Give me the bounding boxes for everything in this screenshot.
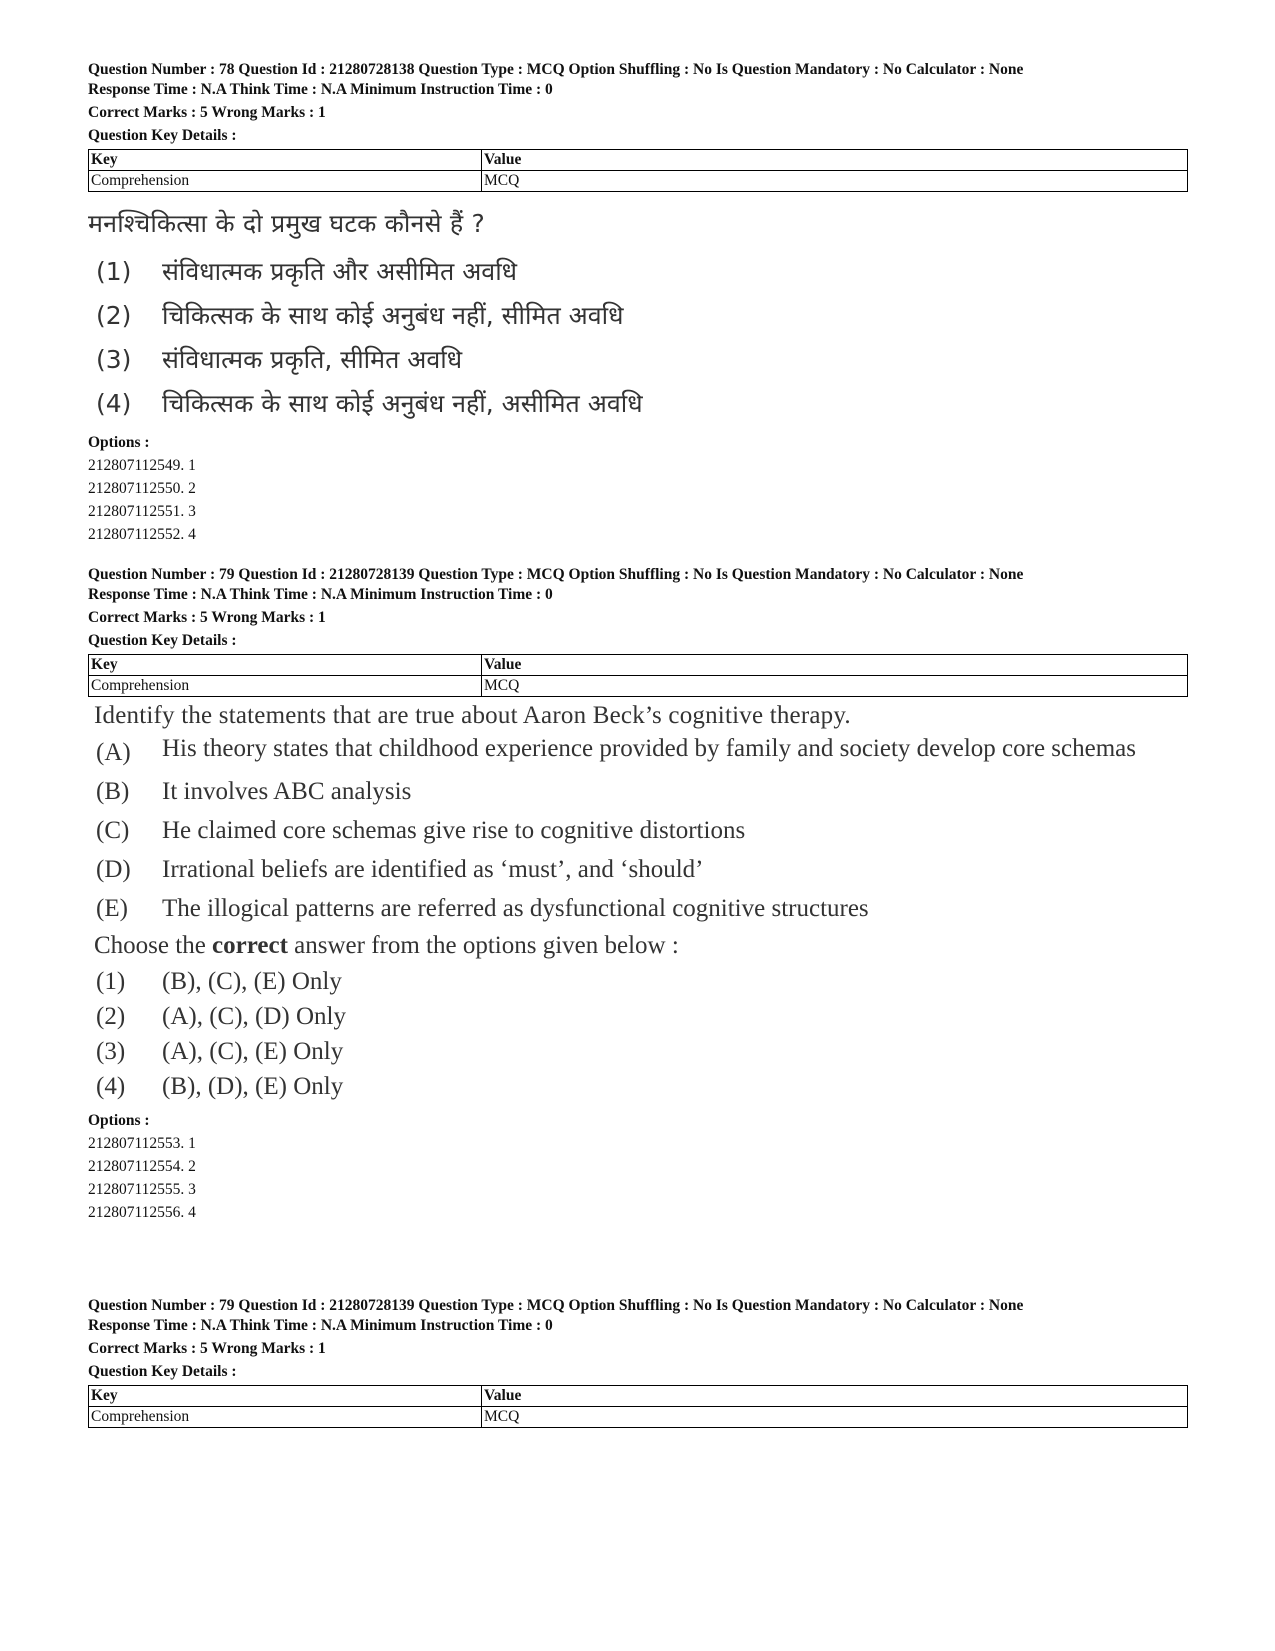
statement-item bbox=[94, 850, 1188, 889]
key-value-table bbox=[88, 149, 1188, 192]
choice-text: (B), (C), (E) Only bbox=[162, 968, 342, 995]
options-label: Options : bbox=[88, 1112, 150, 1129]
table-header-value: Value bbox=[482, 150, 1188, 171]
statement-letter: (D) bbox=[96, 856, 131, 883]
choice-text: संविधात्मक प्रकृति और असीमित अवधि bbox=[162, 257, 518, 286]
choice-number: (2) bbox=[96, 301, 132, 330]
option-id: 212807112550. 2 bbox=[88, 480, 196, 497]
choose-suffix: answer from the options given below : bbox=[287, 932, 679, 959]
table-cell-value: MCQ bbox=[482, 676, 1188, 697]
question-text: Identify the statements that are true about Aaron Beck’s cognitive therapy. bbox=[94, 702, 851, 729]
statement-item bbox=[94, 733, 1188, 772]
statement-text: The illogical patterns are referred as dysfunctional cognitive structures bbox=[162, 895, 869, 922]
response-time-line: Response Time : N.A Think Time : N.A Minimum Instruction Time : 0 bbox=[88, 81, 553, 98]
table-header-row bbox=[89, 655, 1188, 676]
statement-item bbox=[94, 889, 1188, 928]
question-block-79 bbox=[88, 565, 1188, 1224]
question-content bbox=[88, 699, 1188, 1104]
question-block-78 bbox=[88, 60, 1188, 546]
statement-text: His theory states that childhood experience provided by family and society develop core schemas bbox=[162, 735, 1136, 762]
choice-number: (4) bbox=[96, 389, 132, 418]
table-cell-key: Comprehension bbox=[89, 676, 482, 697]
marks-line: Correct Marks : 5 Wrong Marks : 1 bbox=[88, 104, 326, 121]
choice-number: (4) bbox=[96, 1073, 126, 1100]
statement-text: Irrational beliefs are identified as ‘must’, and ‘should’ bbox=[162, 856, 704, 883]
marks-line: Correct Marks : 5 Wrong Marks : 1 bbox=[88, 609, 326, 626]
question-meta-line: Question Number : 79 Question Id : 21280728139 Question Type : MCQ Option Shuffling : No Is Question Mandatory : No Calculator : None bbox=[88, 566, 1024, 583]
choose-prefix: Choose the bbox=[94, 932, 213, 959]
table-cell-value: MCQ bbox=[482, 171, 1188, 192]
option-id: 212807112552. 4 bbox=[88, 526, 196, 543]
key-details-label: Question Key Details : bbox=[88, 632, 237, 649]
answer-choice bbox=[88, 294, 1188, 338]
choice-text: चिकित्सक के साथ कोई अनुबंध नहीं, सीमित अवधि bbox=[162, 301, 624, 330]
answer-choice bbox=[88, 338, 1188, 382]
statement-text: It involves ABC analysis bbox=[162, 778, 412, 805]
answer-choice bbox=[88, 382, 1188, 426]
table-cell-value: MCQ bbox=[482, 1407, 1188, 1428]
statement-letter: (E) bbox=[96, 895, 128, 922]
question-meta-line: Question Number : 78 Question Id : 21280728138 Question Type : MCQ Option Shuffling : No Is Question Mandatory : No Calculator : None bbox=[88, 61, 1024, 78]
option-id: 212807112554. 2 bbox=[88, 1158, 196, 1175]
table-cell-key: Comprehension bbox=[89, 171, 482, 192]
choice-text: (B), (D), (E) Only bbox=[162, 1073, 344, 1100]
table-row bbox=[89, 1407, 1188, 1428]
option-id: 212807112556. 4 bbox=[88, 1204, 196, 1221]
key-details-label: Question Key Details : bbox=[88, 127, 237, 144]
choice-text: चिकित्सक के साथ कोई अनुबंध नहीं, असीमित अवधि bbox=[162, 389, 643, 418]
table-header-value: Value bbox=[482, 655, 1188, 676]
option-id: 212807112555. 3 bbox=[88, 1181, 196, 1198]
table-row bbox=[89, 676, 1188, 697]
statement-letter: (C) bbox=[96, 817, 130, 844]
answer-choice bbox=[94, 999, 1188, 1034]
choice-number: (3) bbox=[96, 1038, 126, 1065]
table-header-row bbox=[89, 150, 1188, 171]
question-meta-line: Question Number : 79 Question Id : 21280728139 Question Type : MCQ Option Shuffling : No Is Question Mandatory : No Calculator : None bbox=[88, 1297, 1024, 1314]
choose-instruction bbox=[94, 928, 1188, 964]
table-header-row bbox=[89, 1386, 1188, 1407]
choice-number: (2) bbox=[96, 1003, 126, 1030]
statement-item bbox=[94, 772, 1188, 811]
key-details-label: Question Key Details : bbox=[88, 1363, 237, 1380]
answer-choice bbox=[94, 1034, 1188, 1069]
choice-text: (A), (C), (D) Only bbox=[162, 1003, 346, 1030]
table-header-key: Key bbox=[89, 655, 482, 676]
statement-text: He claimed core schemas give rise to cognitive distortions bbox=[162, 817, 746, 844]
options-label: Options : bbox=[88, 434, 150, 451]
table-cell-key: Comprehension bbox=[89, 1407, 482, 1428]
response-time-line: Response Time : N.A Think Time : N.A Minimum Instruction Time : 0 bbox=[88, 586, 553, 603]
statement-item bbox=[94, 811, 1188, 850]
answer-choice bbox=[94, 964, 1188, 999]
response-time-line: Response Time : N.A Think Time : N.A Minimum Instruction Time : 0 bbox=[88, 1317, 553, 1334]
table-header-key: Key bbox=[89, 1386, 482, 1407]
choice-text: संविधात्मक प्रकृति, सीमित अवधि bbox=[162, 345, 463, 374]
table-row bbox=[89, 171, 1188, 192]
question-text: मनश्चिकित्सा के दो प्रमुख घटक कौनसे हैं ? bbox=[88, 209, 485, 238]
choice-number: (1) bbox=[96, 968, 126, 995]
choice-number: (3) bbox=[96, 345, 132, 374]
key-value-table bbox=[88, 1385, 1188, 1428]
statement-letter: (B) bbox=[96, 778, 130, 805]
option-id: 212807112553. 1 bbox=[88, 1135, 196, 1152]
option-id: 212807112551. 3 bbox=[88, 503, 196, 520]
marks-line: Correct Marks : 5 Wrong Marks : 1 bbox=[88, 1340, 326, 1357]
answer-choice bbox=[94, 1069, 1188, 1104]
key-value-table bbox=[88, 654, 1188, 697]
question-block-79-repeat bbox=[88, 1296, 1188, 1428]
answer-choice bbox=[88, 250, 1188, 294]
table-header-value: Value bbox=[482, 1386, 1188, 1407]
option-id: 212807112549. 1 bbox=[88, 457, 196, 474]
choice-text: (A), (C), (E) Only bbox=[162, 1038, 344, 1065]
question-content bbox=[88, 202, 1188, 426]
choose-bold: correct bbox=[212, 932, 288, 959]
choice-number: (1) bbox=[96, 257, 132, 286]
answer-choices bbox=[94, 964, 1188, 1104]
statement-letter: (A) bbox=[96, 739, 131, 766]
table-header-key: Key bbox=[89, 150, 482, 171]
